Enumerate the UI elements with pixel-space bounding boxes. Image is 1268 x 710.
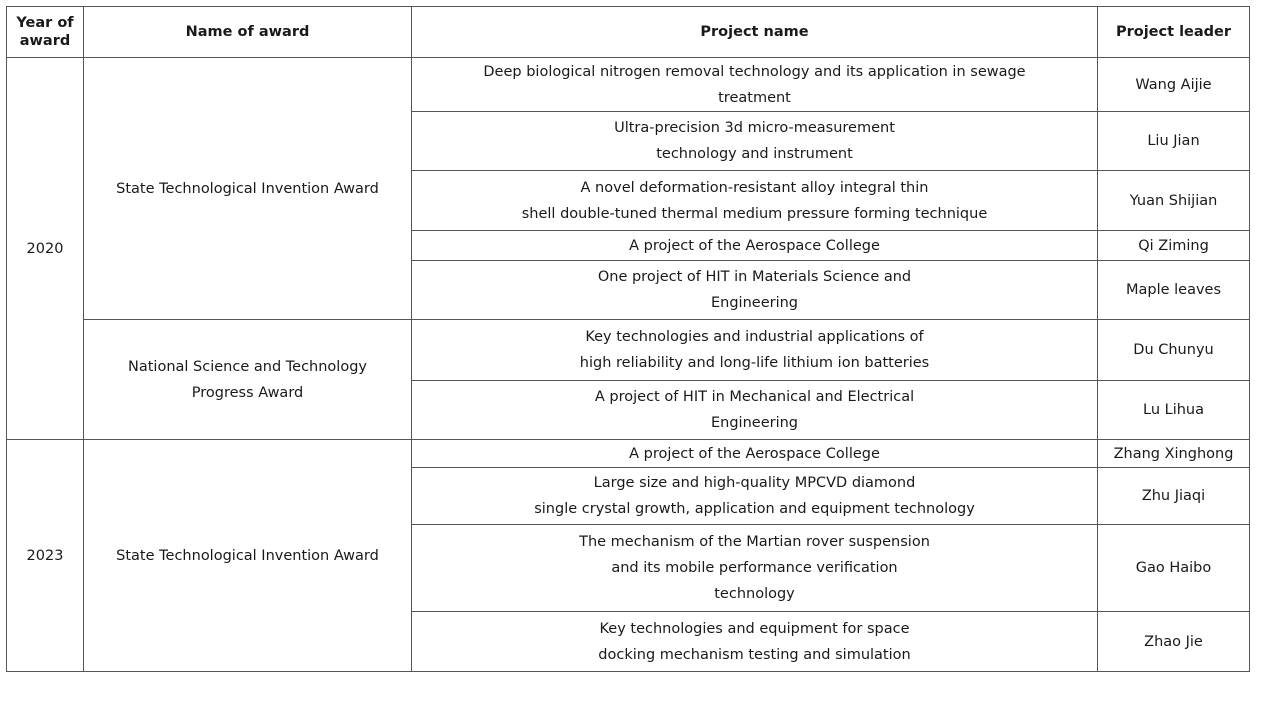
award-name-cell [84,440,412,672]
project-leader-cell: Liu Jian [1098,112,1250,171]
project-name-cell [412,112,1098,171]
project-name-line: Ultra-precision 3d micro-measurement [614,120,895,136]
project-leader-cell: Lu Lihua [1098,381,1250,440]
award-name-cell [84,320,412,440]
project-name-line: A project of HIT in Mechanical and Electrical [594,389,915,405]
project-name-line: Engineering [711,295,798,311]
project-name-cell [412,58,1098,112]
header-year [7,7,84,58]
project-leader-cell: Wang Aijie [1098,58,1250,112]
project-name-cell [412,612,1098,672]
project-leader-cell: Qi Ziming [1098,231,1250,261]
award-name-cell [84,58,412,320]
project-name-line: A project of the Aerospace College [629,237,880,254]
award-name-line: State Technological Invention Award [116,547,379,564]
project-name-line: high reliability and long-life lithium ion batteries [579,355,930,371]
project-name-line: A novel deformation-resistant alloy integral thin [580,179,929,196]
project-name-line: and its mobile performance verification [611,560,898,576]
header-year-line1: Year of [16,15,74,31]
header-project: Project name [412,7,1098,58]
project-leader-cell: Maple leaves [1098,261,1250,320]
project-name-line: Deep biological nitrogen removal technology and its application in sewage [483,63,1026,80]
project-name-line: Key technologies and equipment for space [599,620,910,637]
project-name-line: single crystal growth, application and equipment technology [534,501,975,517]
project-name-line: docking mechanism testing and simulation [598,646,911,663]
header-year-line2: award [19,33,71,49]
header-award: Name of award [84,7,412,58]
project-name-cell [412,525,1098,612]
project-name-cell [412,468,1098,525]
project-name-cell [412,381,1098,440]
awards-table [6,6,1250,672]
project-leader-cell: Zhao Jie [1098,612,1250,672]
project-name-line: A project of the Aerospace College [629,445,880,462]
project-leader-cell: Du Chunyu [1098,320,1250,381]
award-name-line: National Science and Technology [128,358,367,375]
year-cell: 2020 [7,58,84,440]
project-name-cell [412,320,1098,381]
project-name-cell [412,261,1098,320]
table-row [7,440,1250,468]
project-leader-cell: Zhang Xinghong [1098,440,1250,468]
project-name-line: shell double-tuned thermal medium pressure forming technique [521,205,988,222]
project-name-line: Large size and high-quality MPCVD diamond [593,475,916,491]
project-leader-cell: Zhu Jiaqi [1098,468,1250,525]
table-body [7,58,1250,672]
project-name-cell [412,171,1098,231]
project-name-line: technology and instrument [656,146,853,162]
project-name-line: technology [714,586,795,602]
project-name-line: The mechanism of the Martian rover suspension [579,534,930,550]
project-leader-cell: Yuan Shijian [1098,171,1250,231]
project-name-line: One project of HIT in Materials Science and [597,269,912,285]
project-leader-cell: Gao Haibo [1098,525,1250,612]
table-row [7,320,1250,381]
award-name-line: State Technological Invention Award [116,180,379,197]
award-name-line: Progress Award [191,384,304,401]
project-name-line: treatment [718,89,791,106]
project-name-line: Key technologies and industrial applications of [585,329,924,345]
project-name-line: Engineering [711,415,798,431]
header-leader: Project leader [1098,7,1250,58]
project-name-cell [412,440,1098,468]
table-row [7,58,1250,112]
year-cell: 2023 [7,440,84,672]
header-row [7,7,1250,58]
project-name-cell [412,231,1098,261]
